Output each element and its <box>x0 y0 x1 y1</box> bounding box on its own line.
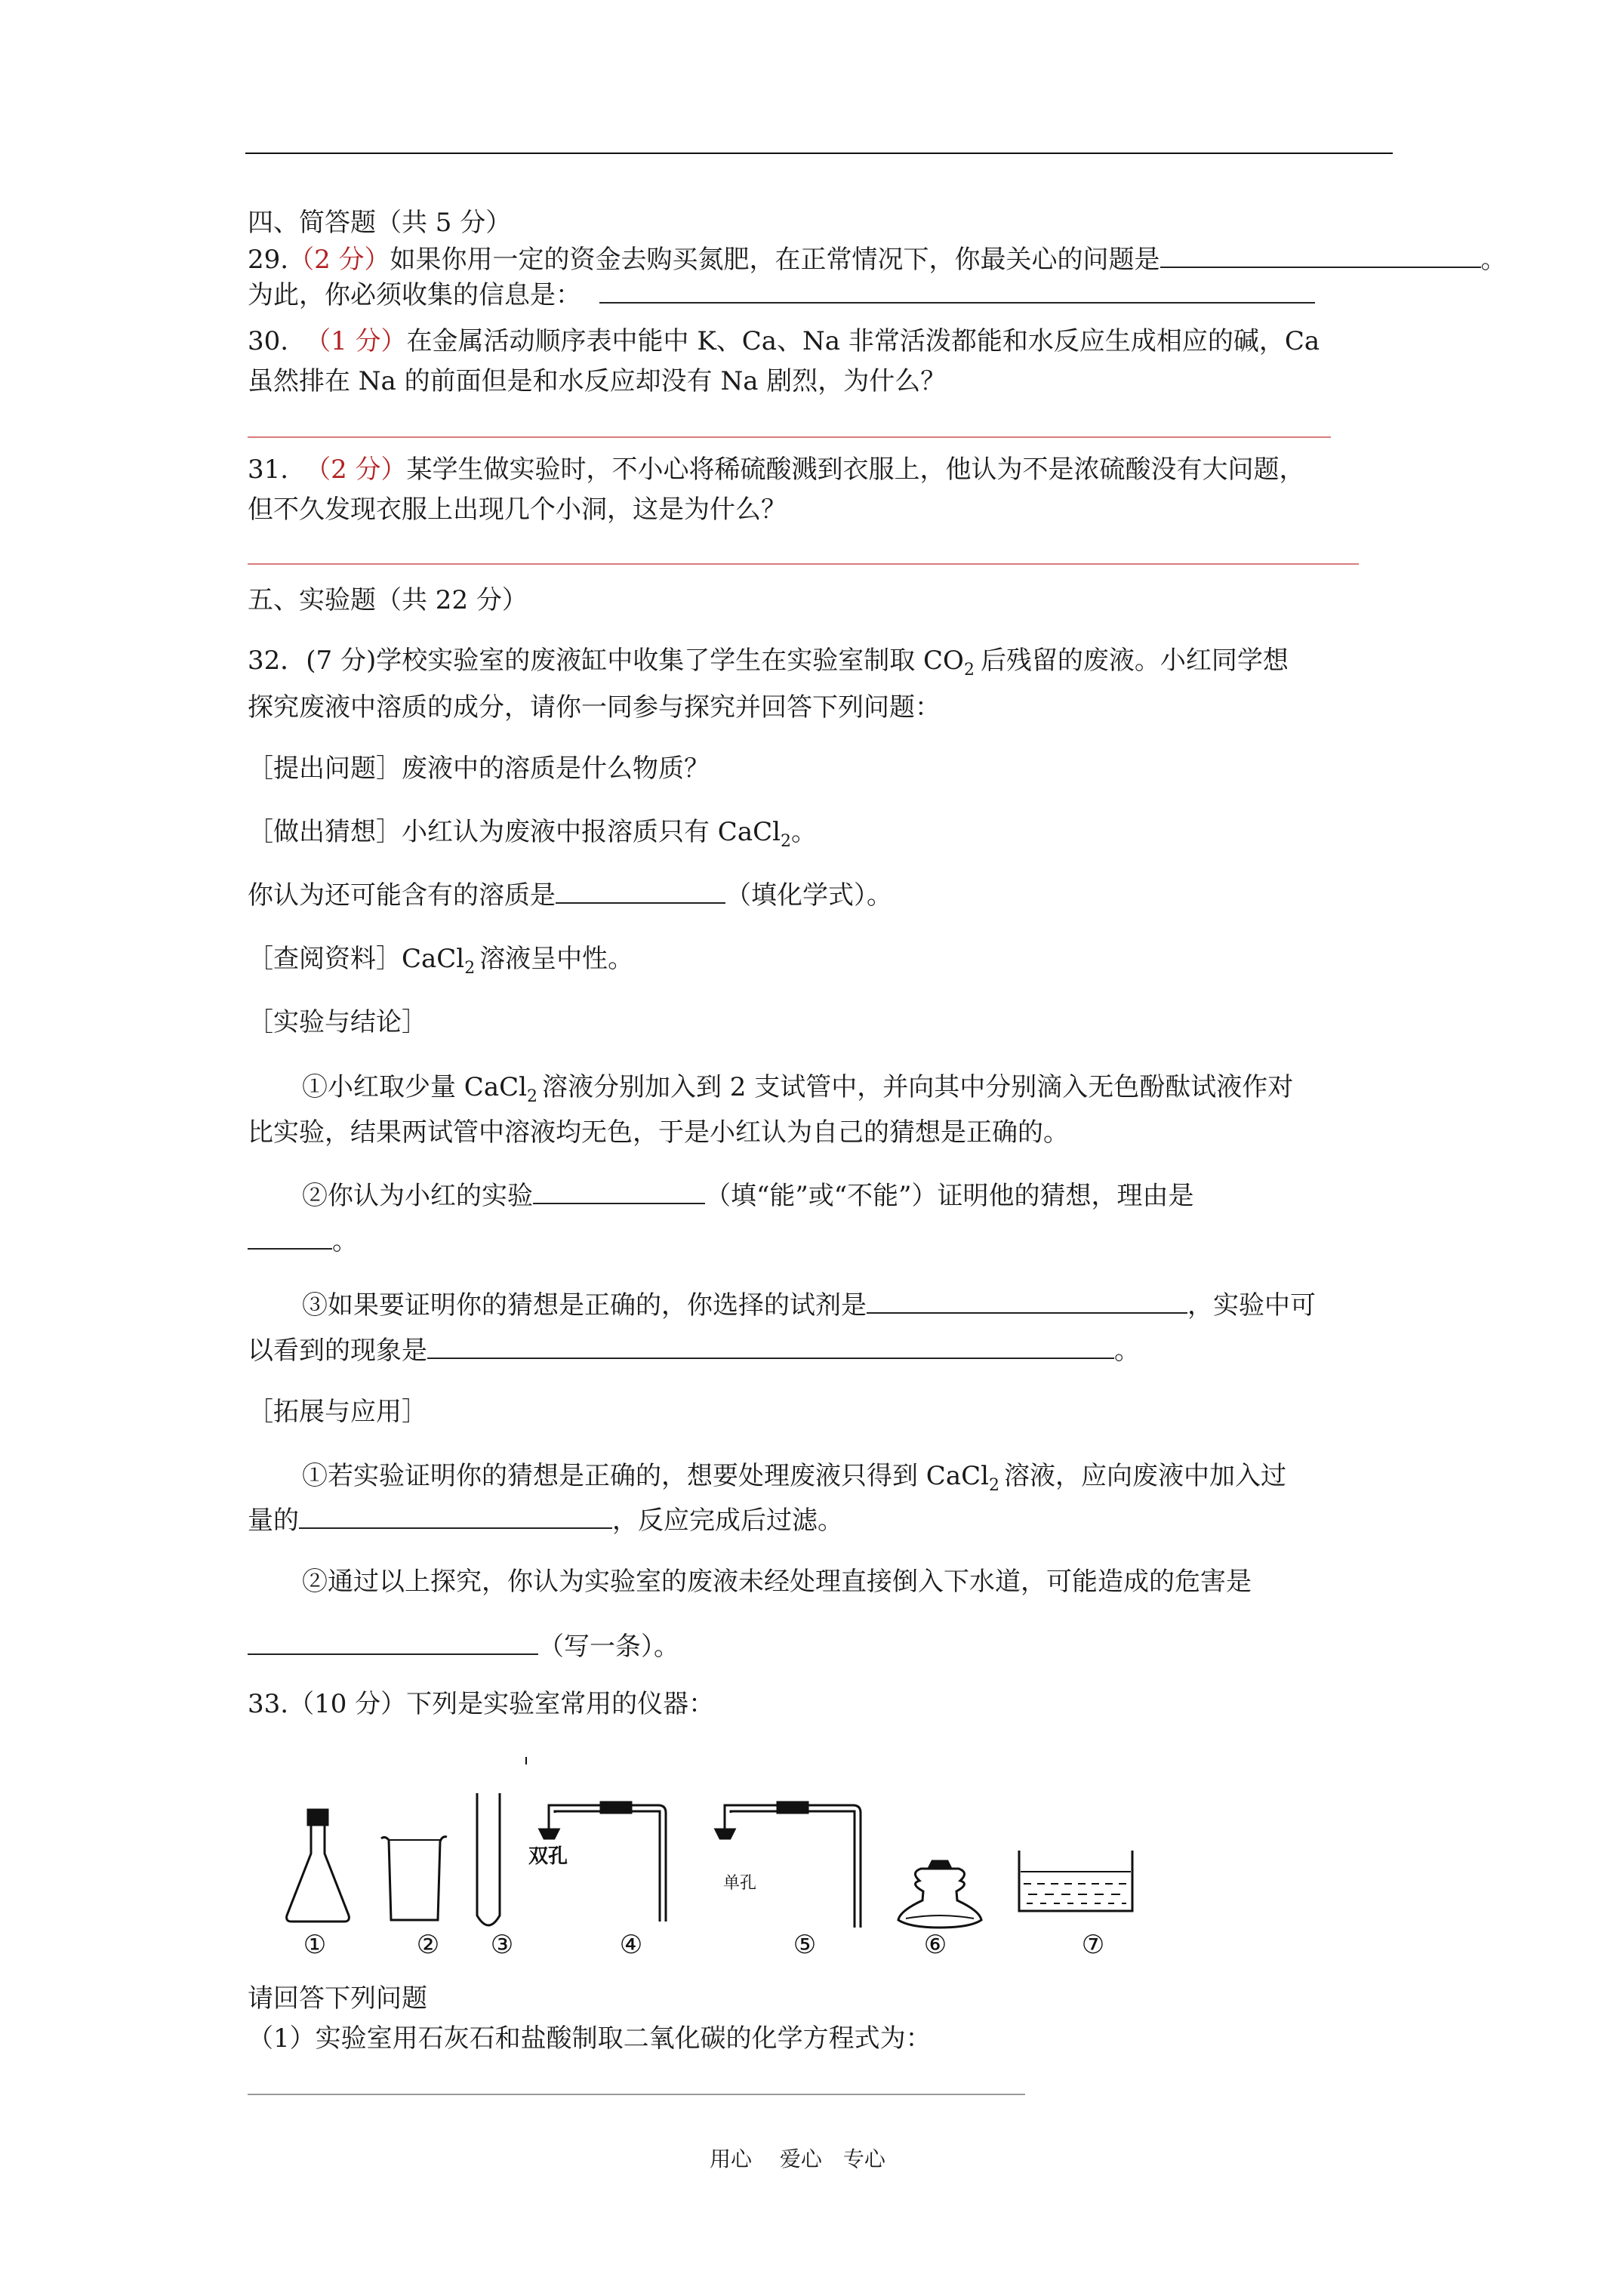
extension-1: ①若实验证明你的猜想是正确的，想要处理废液只得到 CaCl$_2$ 溶液，应向废液中加入过 <box>302 1461 1286 1495</box>
reference: ［查阅资料］CaCl$_2$ 溶液呈中性。 <box>248 944 634 978</box>
water-trough-icon <box>1019 1851 1132 1911</box>
test-tube-icon <box>477 1757 526 1925</box>
question-29-line2: 为此，你必须收集的信息是： <box>248 279 1315 310</box>
apparatus-label-4: ④ <box>619 1930 643 1960</box>
header-rule <box>245 153 1393 154</box>
experiment-2-line2: 。 <box>248 1225 358 1256</box>
ask-question: ［提出问题］废液中的溶质是什么物质？ <box>248 754 710 784</box>
experiment-3-line2: 以看到的现象是 。 <box>248 1336 1140 1366</box>
extension-2-line2: （写一条）。 <box>248 1631 679 1662</box>
answer-line[interactable] <box>248 563 1359 565</box>
experiment-1: ①小红取少量 CaCl$_2$ 溶液分别加入到 2 支试管中，并向其中分别滴入无色酚酞试液作对 <box>302 1072 1294 1106</box>
conical-flask-icon <box>287 1810 350 1922</box>
experiment-3: ③如果要证明你的猜想是正确的，你选择的试剂是 ，实验中可 <box>302 1290 1316 1321</box>
alcohol-lamp-icon <box>898 1861 981 1928</box>
hypothesis: ［做出猜想］小红认为废液中报溶质只有 CaCl$_2$。 <box>248 817 817 851</box>
question-33-part1: （1）实验室用石灰石和盐酸制取二氧化碳的化学方程式为： <box>248 2023 932 2054</box>
question-30: 30. （1 分）在金属活动顺序表中能中 K、Ca、Na 非常活泼都能和水反应生成相应的碱，Ca <box>248 326 1320 356</box>
experiment-1-line2: 比实验，结果两试管中溶液均无色，于是小红认为自己的猜想是正确的。 <box>248 1117 1069 1148</box>
answer-blank[interactable] <box>248 1225 332 1250</box>
answer-line[interactable] <box>248 2094 1025 2095</box>
page-footer: 用心 爱心 专心 <box>710 2147 885 2171</box>
your-guess: 你认为还可能含有的溶质是 （填化学式）。 <box>248 880 892 911</box>
answer-blank[interactable] <box>556 880 725 904</box>
answer-blank[interactable] <box>427 1335 1114 1359</box>
answer-blank[interactable] <box>299 1505 612 1529</box>
apparatus-label-2: ② <box>416 1930 440 1960</box>
apparatus-label-5: ⑤ <box>793 1930 817 1960</box>
answer-prompt: 请回答下列问题 <box>248 1983 427 2014</box>
answer-blank[interactable] <box>533 1180 705 1204</box>
experiment-2: ②你认为小红的实验 （填“能”或“不能”）证明他的猜想，理由是 <box>302 1181 1194 1211</box>
question-33: 33.（10 分）下列是实验室常用的仪器： <box>248 1689 715 1719</box>
one-hole-stopper-icon <box>716 1802 861 1928</box>
two-hole-label: 双孔 <box>528 1845 568 1868</box>
extension-heading: ［拓展与应用］ <box>248 1397 427 1427</box>
answer-blank[interactable] <box>248 1631 538 1655</box>
answer-blank[interactable] <box>867 1290 1187 1314</box>
beaker-icon <box>381 1837 447 1920</box>
extension-1-line2: 量的 ，反应完成后过滤。 <box>248 1505 843 1536</box>
section-heading-5: 五、实验题（共 22 分） <box>248 585 528 615</box>
question-32: 32．(7 分)学校实验室的废液缸中收集了学生在实验室制取 $CO_2$ 后残留的废液。小红同学想 <box>248 646 1289 680</box>
extension-2: ②通过以上探究，你认为实验室的废液未经处理直接倒入下水道，可能造成的危害是 <box>302 1567 1252 1597</box>
apparatus-label-3: ③ <box>490 1930 514 1960</box>
question-31: 31. （2 分）某学生做实验时，不小心将稀硫酸溅到衣服上，他认为不是浓硫酸没有大问题， <box>248 455 1305 485</box>
apparatus-label-6: ⑥ <box>923 1930 947 1960</box>
answer-blank[interactable] <box>599 279 1315 304</box>
apparatus-figure <box>249 1740 1230 1982</box>
answer-line[interactable] <box>248 436 1331 438</box>
section-heading-4: 四、简答题（共 5 分） <box>248 208 512 238</box>
answer-blank[interactable] <box>1160 244 1481 268</box>
apparatus-label-1: ① <box>303 1930 327 1960</box>
experiment-heading: ［实验与结论］ <box>248 1007 427 1037</box>
question-29: 29.（2 分）如果你用一定的资金去购买氮肥，在正常情况下，你最关心的问题是 。 <box>248 245 1507 275</box>
one-hole-label: 单孔 <box>723 1874 757 1893</box>
question-30-line2: 虽然排在 Na 的前面但是和水反应却没有 Na 剧烈，为什么？ <box>248 366 947 396</box>
question-32-line2: 探究废液中溶质的成分，请你一同参与探究并回答下列问题： <box>248 692 941 723</box>
question-31-line2: 但不久发现衣服上出现几个小洞，这是为什么？ <box>248 495 787 525</box>
apparatus-label-7: ⑦ <box>1081 1930 1105 1960</box>
